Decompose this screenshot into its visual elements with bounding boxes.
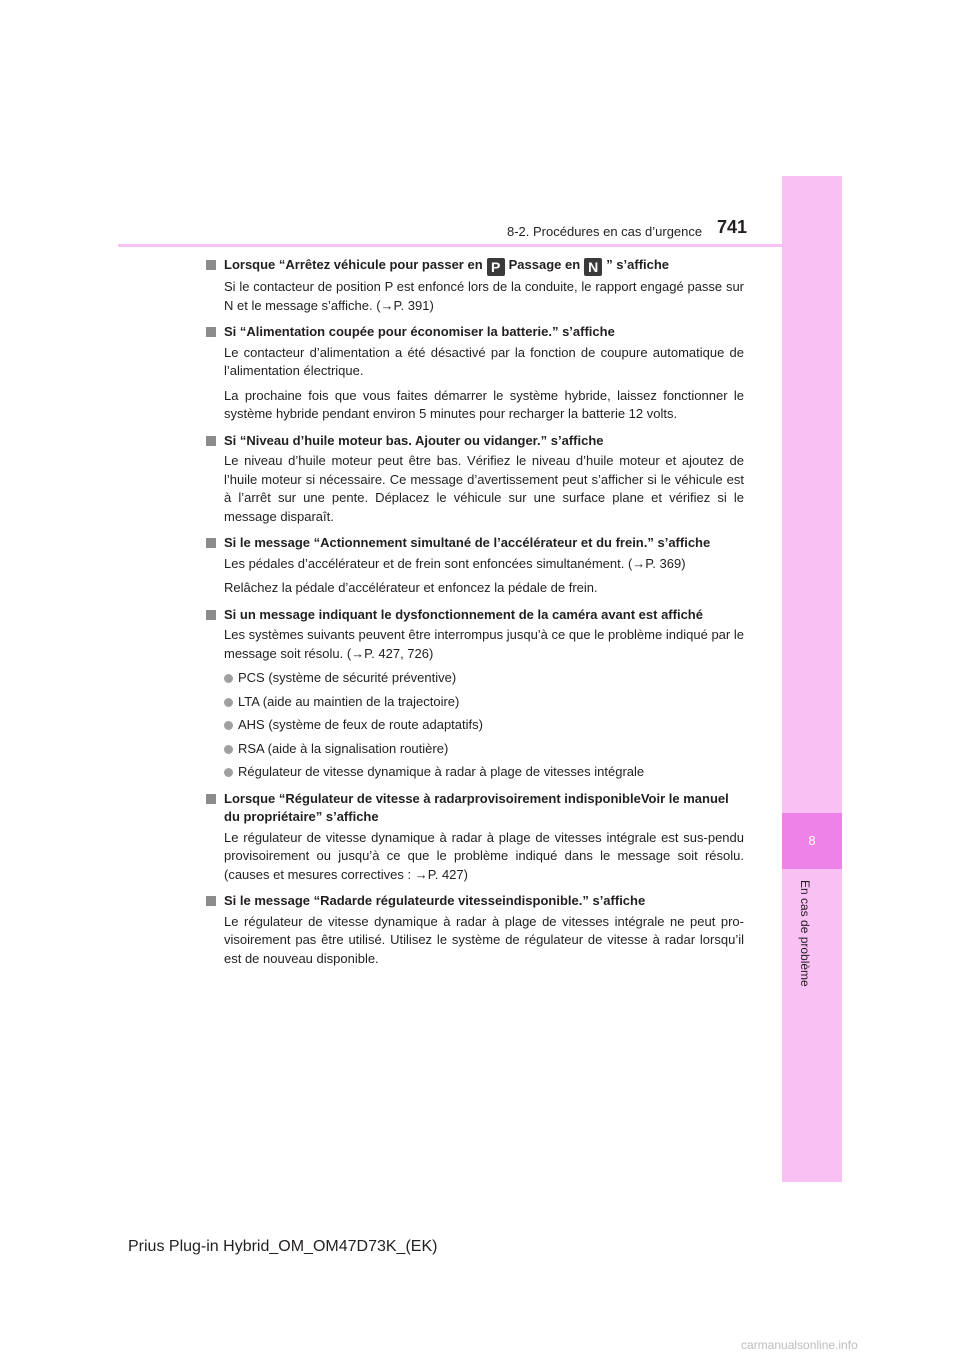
item-heading: Lorsque “Arrêtez véhicule pour passer en P Passage en N ” s’affiche [206,256,744,276]
item-paragraph: Si le contacteur de position P est enfoncé lors de la conduite, le rapport engagé passe sur N et le message s’affiche. (→P. 391) [224,279,744,313]
list-item: LTA (aide au maintien de la trajectoire) [206,693,744,712]
chapter-number: 8 [782,813,842,869]
item-gear-message [206,256,744,315]
item-heading: Si le message “Radarde régulateurde vitesseindisponible.” s’affiche [206,892,744,911]
item-heading: Si “Alimentation coupée pour économiser la batterie.” s’affiche [206,323,744,342]
bullet-dot-icon [224,721,233,730]
item-paragraph: Le niveau d’huile moteur peut être bas. Vérifiez le niveau d’huile moteur et ajoutez de l’huile moteur si nécessaire. Ce message d’avertissement peut s’afficher si le véhicule est à l’arrêt sur une pente. Déplacez le véhicule sur une surface plane et vérifiez si le message disparaît. [224,453,744,524]
gear-p-icon: P [487,258,505,276]
list-item: Régulateur de vitesse dynamique à radar à plage de vitesses intégrale [206,763,744,782]
square-bullet-icon [206,327,216,337]
content [206,256,744,976]
item-radar-unavailable [206,790,744,885]
square-bullet-icon [206,794,216,804]
chapter-label: En cas de problème [798,880,812,987]
side-tab [782,176,842,1182]
page-number: 741 [717,217,748,237]
footer-model: Prius Plug-in Hybrid_OM_OM47D73K_(EK) [128,1238,438,1255]
square-bullet-icon [206,896,216,906]
bullet-dot-icon [224,768,233,777]
item-radar-disabled [206,892,744,968]
item-heading: Si le message “Actionnement simultané de l’accélérateur et du frein.” s’affiche [206,534,744,553]
item-power-cut [206,323,744,424]
item-paragraph: Le régulateur de vitesse dynamique à radar à plage de vitesses intégrale ne peut pro-visoirement pas être utilisé. Utilisez le système de régulateur de vitesse à radar lorsqu’il est de nouveau disponible. [224,913,744,966]
item-heading: Lorsque “Régulateur de vitesse à radarprovisoirement indisponibleVoir le manuel du propriétaire” s’affiche [206,790,744,827]
item-paragraph: La prochaine fois que vous faites démarrer le système hybride, laissez fonctionner le système hybride pendant environ 5 minutes pour recharger la batterie 12 volts. [224,387,744,421]
bullet-dot-icon [224,745,233,754]
header-rule [118,244,782,247]
list-item: RSA (aide à la signalisation routière) [206,740,744,759]
bullet-dot-icon [224,674,233,683]
item-paragraph: Le contacteur d’alimentation a été désactivé par la fonction de coupure automatique de l’alimentation électrique. [224,344,744,378]
item-heading: Si “Niveau d’huile moteur bas. Ajouter ou vidanger.” s’affiche [206,432,744,451]
square-bullet-icon [206,436,216,446]
item-paragraph: Les systèmes suivants peuvent être interrompus jusqu’à ce que le problème indiqué par le message soit résolu. (→P. 427, 726) [224,627,744,661]
square-bullet-icon [206,610,216,620]
section-title: 8-2. Procédures en cas d’urgence [507,224,703,239]
item-oil-level [206,432,744,527]
gear-n-icon: N [584,258,602,276]
item-pedals [206,534,744,598]
list-item: AHS (système de feux de route adaptatifs) [206,716,744,735]
square-bullet-icon [206,260,216,270]
item-paragraph: Relâchez la pédale d’accélérateur et enfoncez la pédale de frein. [224,580,598,595]
item-paragraph: Le régulateur de vitesse dynamique à radar à plage de vitesses intégrale est sus-pendu provisoirement ou jusqu’à ce que le problème indiqué dans le message soit résolu. (causes et mesures correctives : →P. 427) [224,829,744,882]
watermark: carmanualsonline.info [741,1338,858,1352]
list-item: PCS (système de sécurité préventive) [206,669,744,688]
bullet-dot-icon [224,698,233,707]
square-bullet-icon [206,538,216,548]
item-paragraph: Les pédales d’accélérateur et de frein sont enfoncées simultanément. (→P. 369) [224,555,686,571]
item-heading: Si un message indiquant le dysfonctionnement de la caméra avant est affiché [206,606,744,625]
item-camera [206,606,744,782]
